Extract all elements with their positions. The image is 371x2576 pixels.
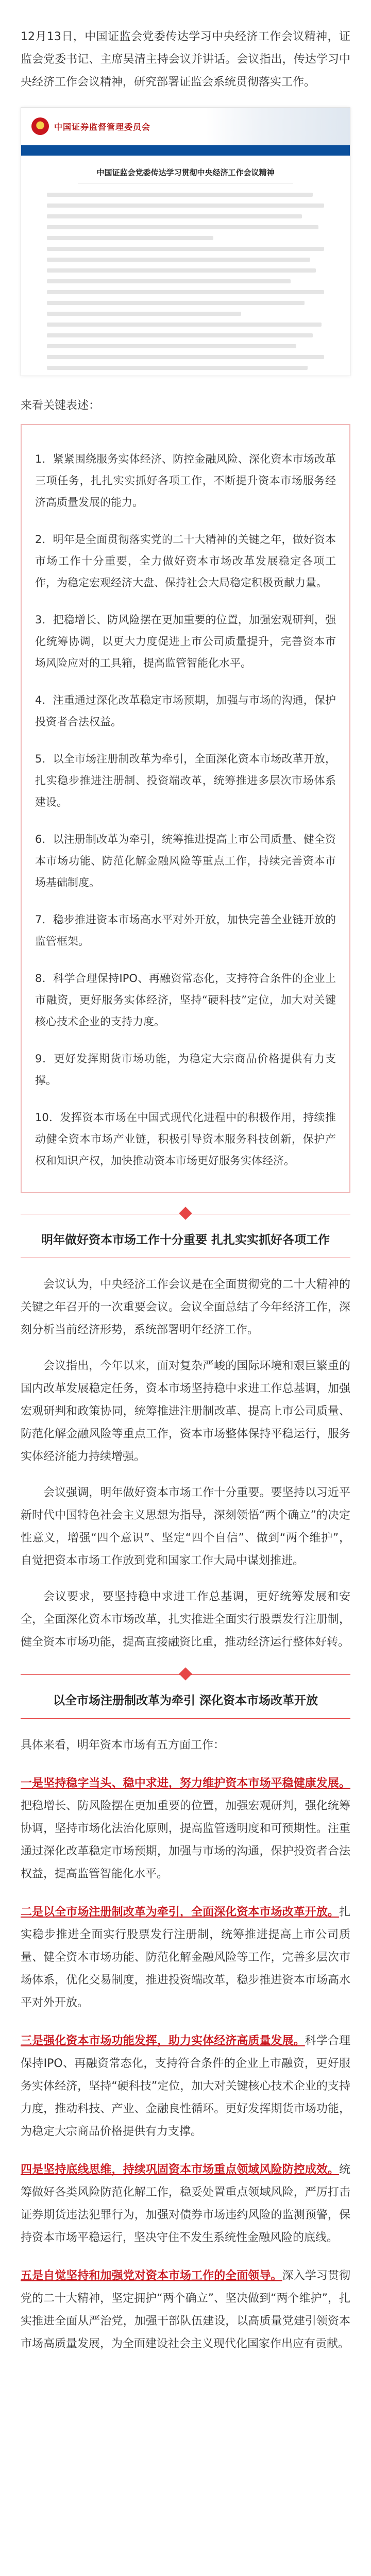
work-item-body: 扎实稳步推进全面实行股票发行注册制，统筹推进提高上市公司质量、健全资本市场功能、防范化解金融风险等工作，完善多层次市场体系，优化交易制度，推进投资端改革，稳步推进资本市场高水平对外开放。: [21, 1906, 350, 2009]
work-item-body: 把稳增长、防风险摆在更加重要的位置，加强宏观研判，强化统筹协调，坚持市场化法治化原则，提高监管透明度和可预期性。注重通过深化改革稳定市场预期，加强与市场的沟通，保护投资者合法权益，提高监管智能化水平。: [21, 1800, 350, 1880]
body-paragraph: 会议指出，今年以来，面对复杂严峻的国际环境和艰巨繁重的国内改革发展稳定任务，资本市场坚持稳中求进工作总基调，加强宏观研判和政策协同，统筹推进注册制改革、提高上市公司质量、防范化解金融风险等重点工作，资本市场整体保持平稳运行，服务实体经济能力持续增强。: [21, 1360, 350, 1463]
text-line: [47, 258, 310, 262]
body-paragraph: 会议强调，明年做好资本市场工作十分重要。要坚持以习近平新时代中国特色社会主义思想为指导，深刻领悟“两个确立”的决定性意义，增强“四个意识”、坚定“四个自信”、做到“两个维护”，自觉把资本市场工作放到党和国家工作大局中谋划推进。: [21, 1486, 350, 1567]
section-title: 以全市场注册制改革为牵引 深化资本市场改革开放: [53, 1694, 318, 1707]
notes-label: 来看关键表述：: [21, 399, 100, 412]
website-header: [21, 108, 350, 145]
diamond-icon: [179, 1667, 192, 1680]
text-line: [47, 366, 308, 370]
text-line: [47, 193, 313, 197]
key-point: 4．注重通过深化改革稳定市场预期，加强与市场的沟通，保护投资者合法权益。: [35, 694, 336, 728]
section-divider: [21, 1214, 350, 1225]
website-nav-bar: [21, 145, 350, 156]
key-points-box: [21, 424, 350, 1193]
text-line: [47, 290, 324, 294]
work-item: [21, 2030, 350, 2143]
work-item-heading: 四是坚持底线思维，持续巩固资本市场重点领域风险防控成效。: [21, 2163, 339, 2176]
text-line: [47, 301, 305, 305]
key-point: 7．稳步推进资本市场高水平对外开放，加快完善全业链开放的监管框架。: [35, 913, 336, 947]
website-screenshot: [21, 107, 350, 376]
website-article-title: 中国证监会党委传达学习贯彻中央经济工作会议精神: [96, 168, 275, 177]
text-line: [47, 279, 291, 283]
key-point: 8．科学合理保持IPO、再融资常态化，支持符合条件的企业上市融资，更好服务实体经济，坚持“硬科技”定位，加大对关键核心技术企业的支持力度。: [35, 972, 336, 1028]
website-org-name: 中国证券监督管理委员会: [54, 122, 151, 132]
section-title: 明年做好资本市场工作十分重要 扎扎实实抓好各项工作: [41, 1233, 330, 1247]
work-item: [21, 1772, 350, 1886]
work-item-body: 深入学习贯彻党的二十大精神，坚定拥护“两个确立”、坚决做到“两个维护”，扎实推进全面从严治党，加强干部队伍建设，以高质量党建引领资本市场高质量发展，为全面建设社会主义现代化国家作出应有贡献。: [21, 2269, 350, 2350]
header-art: [206, 108, 350, 145]
text-line: [47, 344, 296, 348]
work-item-heading: 一是坚持稳字当头、稳中求进，努力维护资本市场平稳健康发展。: [21, 1777, 350, 1790]
diamond-icon: [179, 1207, 192, 1219]
key-point: 1．紧紧围绕服务实体经济、防控金融风险、深化资本市场改革三项任务，扎扎实实抓好各项工作，不断提升资本市场服务经济高质量发展的能力。: [35, 453, 336, 509]
work-item-heading: 三是强化资本市场功能发挥，助力实体经济高质量发展。: [21, 2035, 305, 2047]
text-line: [47, 323, 322, 327]
work-item: [21, 1901, 350, 2014]
work-item-body: 统筹做好各类风险防范化解工作，稳妥处置重点领域风险，严厉打击证券期货违法犯罪行为，加强对债券市场违约风险的监测预警，保持资本市场平稳运行，坚决守住不发生系统性金融风险的底线。: [21, 2163, 350, 2244]
website-body: [21, 156, 350, 376]
text-line: [47, 247, 324, 251]
section-divider: [21, 1674, 350, 1685]
text-line: [47, 214, 302, 218]
work-item: [21, 2159, 350, 2249]
notes-heading: [21, 397, 350, 413]
work-item-heading: 五是自觉坚持和加强党对资本市场工作的全面领导。: [21, 2269, 282, 2282]
key-point: 10．发挥资本市场在中国式现代化进程中的积极作用，持续推动健全资本市场产业链，积极引导资本服务科技创新，保护产权和知识产权，加快推动资本市场更好服务实体经济。: [35, 1111, 336, 1167]
text-line: [47, 333, 313, 337]
text-line: [47, 225, 318, 229]
key-point: 9．更好发挥期货市场功能，为稳定大宗商品价格提供有力支撑。: [35, 1053, 336, 1087]
text-line: [47, 236, 213, 240]
work-item-heading: 二是以全市场注册制改革为牵引，全面深化资本市场改革开放。: [21, 1906, 339, 1919]
key-point: 3．把稳增长、防风险摆在更加重要的位置，加强宏观研判，强化统筹协调，以更大力度促进上市公司质量提升，完善资本市场风险应对的工具箱，提高监管智能化水平。: [35, 614, 336, 669]
section-lead: 具体来看，明年资本市场有五方面工作：: [21, 1739, 225, 1752]
text-line: [47, 204, 324, 208]
key-point: 5．以全市场注册制改革为牵引，全面深化资本市场改革开放，扎实稳步推进注册制、投资端改革，统筹推进多层次市场体系建设。: [35, 753, 336, 808]
work-item-body: 科学合理保持IPO、再融资常态化，支持符合条件的企业上市融资，更好服务实体经济，坚持“硬科技”定位，加大对关键核心技术企业的支持力度，推动科技、产业、金融良性循环。更好发挥期货市场功能，为稳定大宗商品价格提供有力支撑。: [21, 2035, 350, 2138]
section-underline: [21, 1718, 350, 1719]
text-line: [47, 268, 316, 273]
key-point: 6．以注册制改革为牵引，统筹推进提高上市公司质量、健全资本市场功能、防范化解金融风险等重点工作，持续完善资本市场基础制度。: [35, 833, 336, 889]
text-line: [47, 312, 241, 316]
text-line: [47, 355, 324, 359]
body-paragraph: 会议要求，要坚持稳中求进工作总基调，更好统筹发展和安全，全面深化资本市场改革，扎实推进全面实行股票发行注册制，健全资本市场功能，提高直接融资比重，推动经济运行整体好转。: [21, 1590, 350, 1649]
work-item: [21, 2265, 350, 2355]
intro-paragraph: 12月13日，中国证监会党委传达学习中央经济工作会议精神，证监会党委书记、主席吴清主持会议并讲话。会议指出，传达学习中央经济工作会议精神，研究部署证监会系统贯彻落实工作。: [21, 30, 350, 89]
key-point: 2．明年是全面贯彻落实党的二十大精神的关键之年，做好资本市场工作十分重要，全力做好资本市场改革发展稳定各项工作，为稳定宏观经济大盘、保持社会大局稳定积极贡献力量。: [35, 533, 336, 589]
body-paragraph: 会议认为，中央经济工作会议是在全面贯彻党的二十大精神的关键之年召开的一次重要会议。会议全面总结了今年经济工作，深刻分析当前经济形势，系统部署明年经济工作。: [21, 1278, 350, 1336]
national-emblem-icon: [31, 117, 49, 135]
